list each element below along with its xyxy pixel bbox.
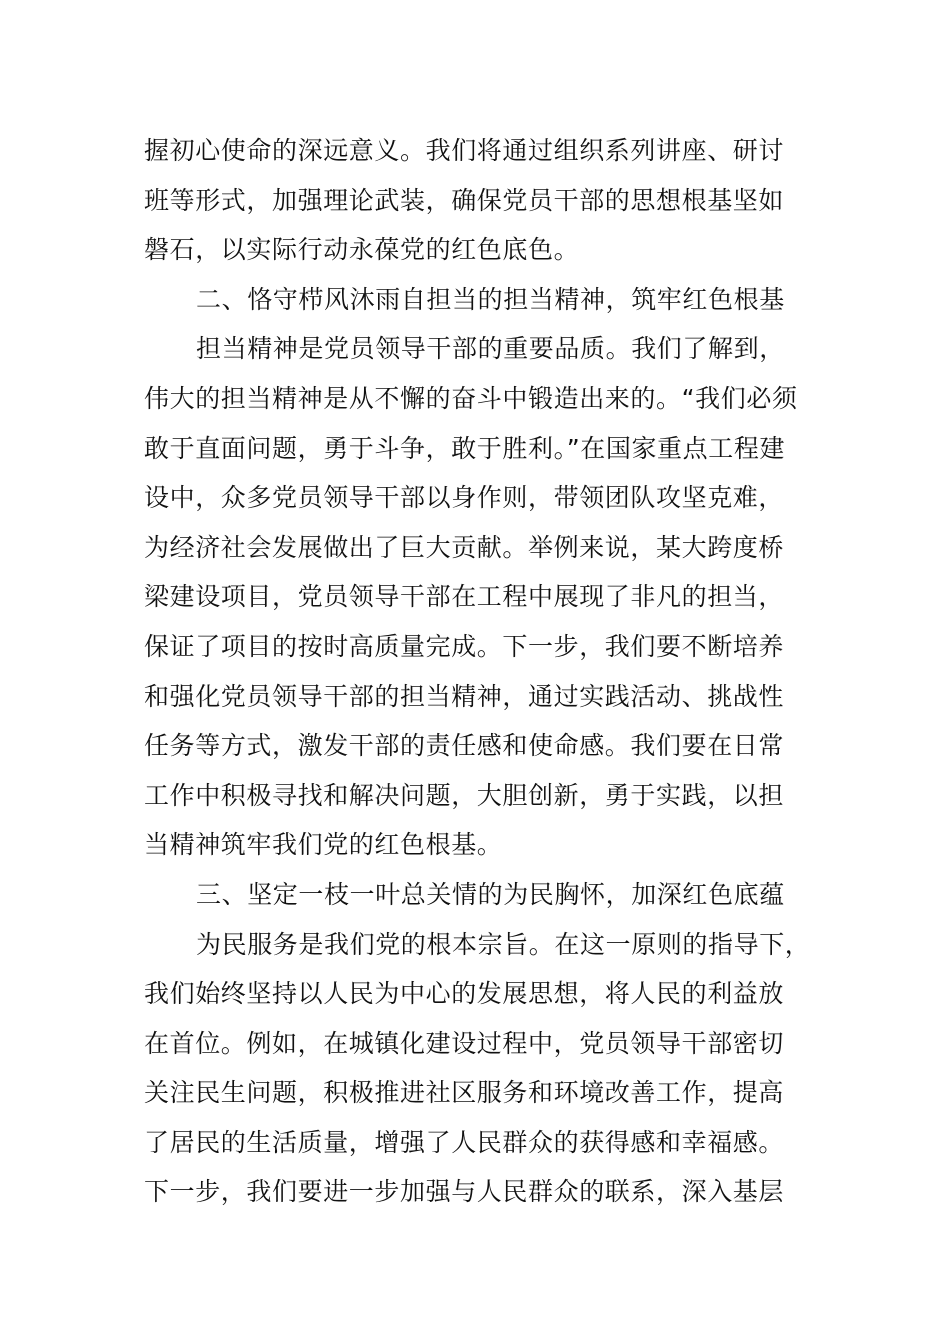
text-line: 当精神筑牢我们党的红色根基。 — [144, 830, 503, 860]
text-line: 任务等方式，激发干部的责任感和使命感。我们要在日常 — [144, 731, 785, 761]
body-text — [144, 126, 814, 1217]
text-line: 为民服务是我们党的根本宗旨。在这一原则的指导下， — [196, 929, 811, 959]
text-line: 梁建设项目，党员领导干部在工程中展现了非凡的担当， — [144, 582, 785, 612]
text-line: 下一步，我们要进一步加强与人民群众的联系，深入基层 — [144, 1177, 785, 1207]
text-line: 了居民的生活质量，增强了人民群众的获得感和幸福感。 — [144, 1127, 785, 1157]
text-line: 关注民生问题，积极推进社区服务和环境改善工作，提高 — [144, 1078, 785, 1108]
text-line: 担当精神是党员领导干部的重要品质。我们了解到， — [196, 334, 785, 364]
section-heading-2: 二、恪守栉风沐雨自担当的担当精神，筑牢红色根基 — [196, 284, 785, 314]
text-line: 为经济社会发展做出了巨大贡献。举例来说，某大跨度桥 — [144, 532, 785, 562]
text-line: 在首位。例如，在城镇化建设过程中，党员领导干部密切 — [144, 1028, 785, 1058]
text-line: 和强化党员领导干部的担当精神，通过实践活动、挑战性 — [144, 681, 785, 711]
text-line: 班等形式，加强理论武装，确保党员干部的思想根基坚如 — [144, 185, 785, 215]
text-line: 我们始终坚持以人民为中心的发展思想，将人民的利益放 — [144, 979, 785, 1009]
text-line: 磐石，以实际行动永葆党的红色底色。 — [144, 235, 580, 265]
text-line: 保证了项目的按时高质量完成。下一步，我们要不断培养 — [144, 631, 785, 661]
text-line: 敢于直面问题，勇于斗争，敢于胜利。”在国家重点工程建 — [144, 433, 786, 463]
section-heading-3: 三、坚定一枝一叶总关情的为民胸怀，加深红色底蕴 — [196, 879, 785, 909]
text-line: 伟大的担当精神是从不懈的奋斗中锻造出来的。“我们必须 — [144, 383, 798, 413]
text-line: 工作中积极寻找和解决问题，大胆创新，勇于实践，以担 — [144, 780, 785, 810]
text-line: 设中，众多党员领导干部以身作则，带领团队攻坚克难， — [144, 483, 785, 513]
text-line: 握初心使命的深远意义。我们将通过组织系列讲座、研讨 — [144, 136, 785, 165]
